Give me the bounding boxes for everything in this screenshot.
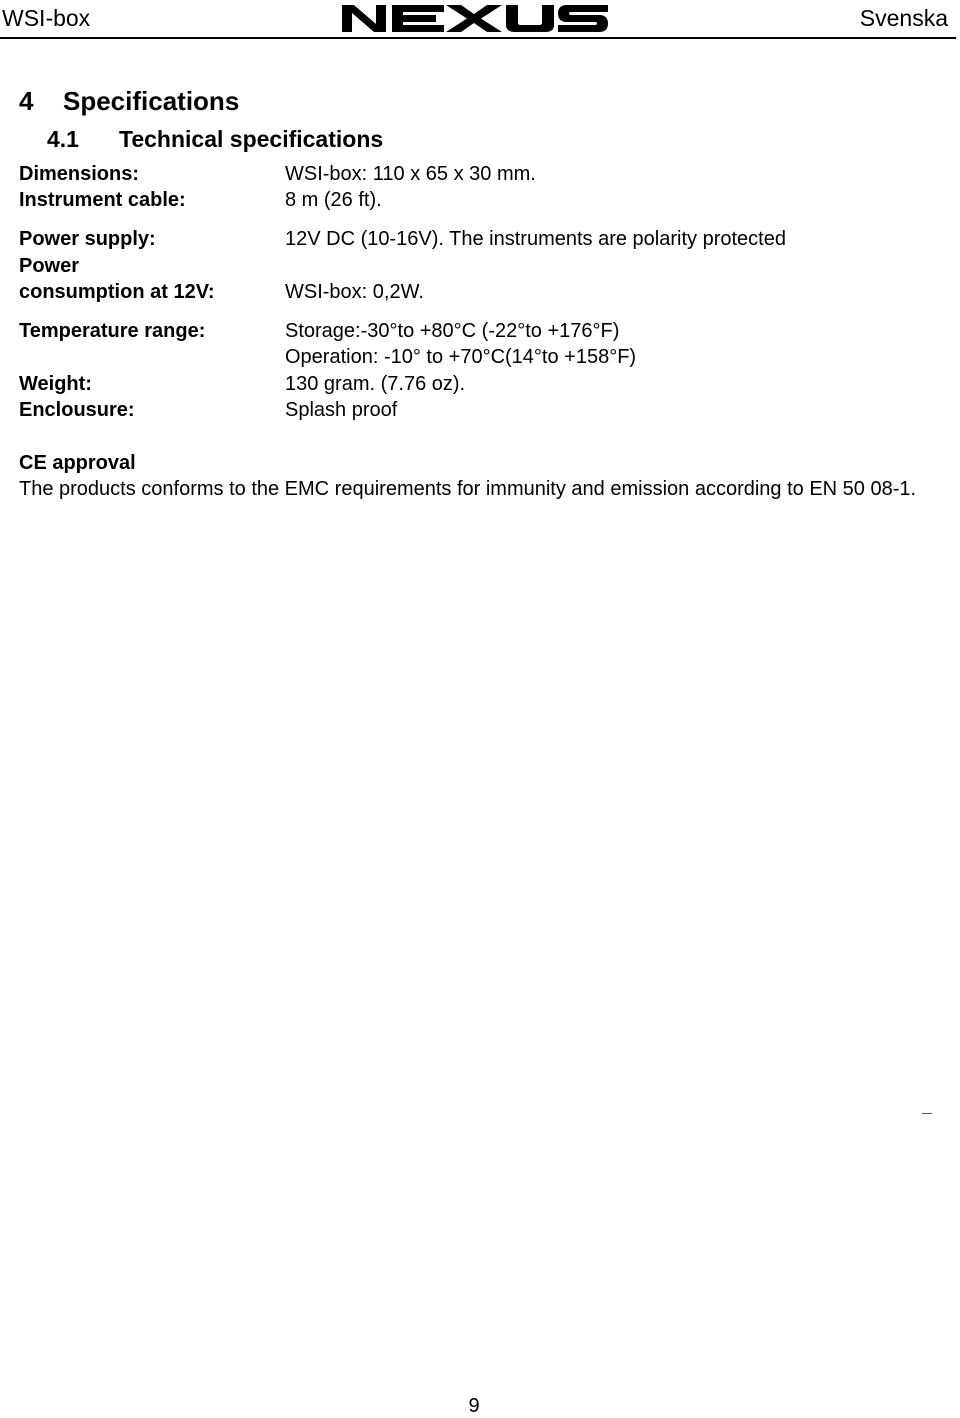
section-title: Specifications [63,86,240,116]
header-document-title: WSI-box [2,5,91,31]
temperature-label: Temperature range: [19,320,206,342]
stray-mark [922,1113,932,1114]
header-divider [0,37,956,39]
subsection-title: Technical specifications [119,126,384,152]
power-supply-value: 12V DC (10-16V). The instruments are polarity protected [285,228,786,250]
dimensions-value: WSI-box: 110 x 65 x 30 mm. [285,163,536,185]
section-number: 4 [19,86,34,116]
temperature-storage-value: Storage:-30°to +80°C (-22°to +176°F) [285,320,620,342]
subsection-number: 4.1 [47,126,79,152]
page-number: 9 [468,1395,480,1417]
power-consumption-value: WSI-box: 0,2W. [285,281,424,303]
enclosure-value: Splash proof [285,399,398,421]
cable-value: 8 m (26 ft). [285,189,382,211]
section-heading [19,85,239,117]
cable-label: Instrument cable: [19,189,186,211]
ce-approval-heading: CE approval [19,452,136,474]
dimensions-label: Dimensions: [19,163,140,185]
subsection-heading [47,125,383,153]
power-consumption-label-line1: Power [19,255,80,277]
nexus-logo [340,2,610,34]
header-language: Svenska [859,5,948,31]
weight-value: 130 gram. (7.76 oz). [285,373,466,395]
power-supply-label: Power supply: [19,228,156,250]
ce-approval-text: The products conforms to the EMC requirements for immunity and emission according to EN 50 08-1. [19,478,917,500]
power-consumption-label-line2: consumption at 12V: [19,281,215,303]
temperature-operation-value: Operation: -10° to +70°C(14°to +158°F) [285,346,637,368]
weight-label: Weight: [19,373,92,395]
enclosure-label: Enclousure: [19,399,135,421]
